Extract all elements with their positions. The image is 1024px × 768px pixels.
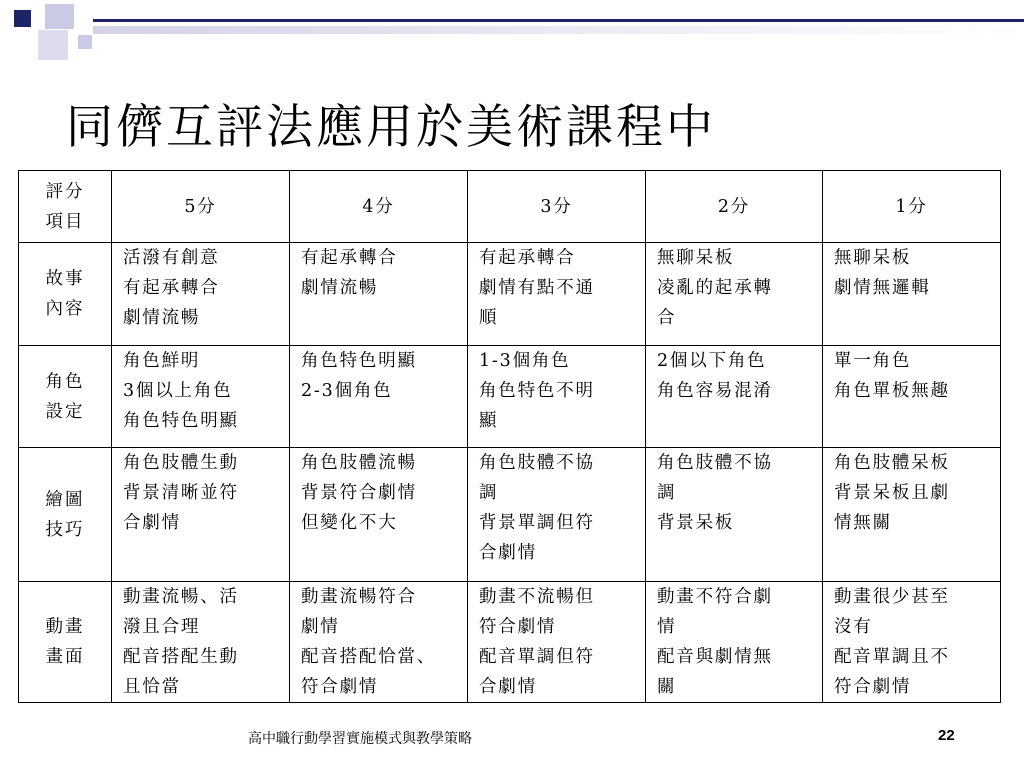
header-score-2: 2分 [646,171,823,243]
rubric-cell-line: 動畫流暢、活 [123,587,239,607]
row-label-cell [19,448,112,582]
header-rule [93,19,1024,22]
rubric-cell-score-2 [646,243,823,346]
rubric-cell-score-1 [823,448,1001,582]
rubric-cell-line: 角色肢體生動 [123,453,239,473]
rubric-row-animation-screen [19,582,1001,703]
rubric-cell-line: 2-3個角色 [301,381,393,401]
rubric-cell-line: 合劇情 [123,513,181,533]
rubric-cell-line: 背景符合劇情 [301,483,417,503]
rubric-cell-score-2 [646,448,823,582]
rubric-cell-line: 單一角色 [834,351,912,371]
row-label-line: 動畫 [45,617,85,637]
rubric-cell-line: 角色肢體流暢 [301,453,417,473]
rubric-cell-line: 潑且合理 [123,617,201,637]
rubric-cell-line: 角色單板無趣 [834,381,950,401]
rubric-cell-line: 背景清晰並符 [123,483,239,503]
rubric-cell-line: 無聊呆板 [657,248,735,268]
rubric-cell-score-3 [468,448,646,582]
row-label-line: 角色 [45,371,85,392]
rubric-cell-line: 2個以下角色 [657,351,767,371]
rubric-cell-line: 角色特色明顯 [301,351,417,371]
rubric-cell-line: 角色鮮明 [123,351,201,371]
row-label-line: 設定 [45,401,85,422]
row-label-cell [19,346,112,448]
rubric-cell-line: 動畫不符合劇 [657,587,773,607]
row-label-line: 技巧 [45,519,85,540]
corner-square-light [38,30,68,60]
corner-square-small [78,35,92,49]
rubric-cell-score-2 [646,346,823,448]
header-row [19,171,1001,243]
header-item-line: 評分 [45,181,85,202]
rubric-cell-line: 顯 [479,411,499,431]
rubric-cell-line: 配音搭配生動 [123,647,239,667]
rubric-cell-line: 情 [657,617,677,637]
row-label-cell [19,582,112,703]
rubric-cell-line: 符合劇情 [834,677,912,697]
rubric-cell-line: 符合劇情 [301,677,379,697]
rubric-cell-line: 劇情流暢 [301,278,379,298]
rubric-cell-line: 調 [479,483,499,503]
rubric-cell-line: 配音單調但符 [479,647,595,667]
row-label-line: 故事 [45,269,85,289]
rubric-cell-line: 劇情流暢 [123,308,201,328]
header-rule-fade [93,26,1024,34]
rubric-cell-line: 角色特色明顯 [123,411,239,431]
rubric-cell-line: 關 [657,677,677,697]
rubric-cell-score-3 [468,346,646,448]
header-item-line: 項目 [45,211,85,232]
rubric-cell-line: 但變化不大 [301,513,398,533]
footer-text: 高中職行動學習實施模式與教學策略 [248,730,472,746]
rubric-cell-line: 有起承轉合 [479,248,576,268]
rubric-cell-score-3 [468,582,646,703]
row-label-cell [19,243,112,346]
rubric-cell-line: 情無關 [834,513,892,533]
rubric-row-story-content [19,243,1001,346]
rubric-cell-score-4 [290,346,468,448]
rubric-cell-line: 劇情 [301,617,340,637]
rubric-cell-score-3 [468,243,646,346]
row-label-line: 繪圖 [45,489,85,510]
rubric-cell-line: 背景呆板 [657,513,735,533]
corner-square-navy [14,10,31,27]
rubric-row-drawing-technique [19,448,1001,582]
rubric-cell-line: 劇情有點不通 [479,278,595,298]
rubric-cell-score-5 [112,582,290,703]
rubric-cell-line: 且恰當 [123,677,181,697]
rubric-cell-line: 配音與劇情無 [657,647,773,667]
rubric-cell-line: 合劇情 [479,543,537,563]
header-score-3: 3分 [468,171,646,243]
header-score-4: 4分 [290,171,468,243]
rubric-cell-line: 活潑有創意 [123,248,220,268]
rubric-row-character-setting [19,346,1001,448]
rubric-cell-line: 劇情無邏輯 [834,278,931,298]
rubric-cell-line: 順 [479,308,499,328]
rubric-cell-line: 3個以上角色 [123,381,233,401]
rubric-cell-score-4 [290,243,468,346]
header-score-5: 5分 [112,171,290,243]
rubric-table [18,170,1001,703]
rubric-cell-score-1 [823,582,1001,703]
rubric-cell-line: 無聊呆板 [834,248,912,268]
rubric-cell-score-2 [646,582,823,703]
rubric-cell-line: 角色肢體不協 [657,453,773,473]
rubric-cell-line: 角色肢體呆板 [834,453,950,473]
rubric-cell-score-4 [290,448,468,582]
corner-square-lavender [45,4,74,29]
rubric-cell-score-1 [823,243,1001,346]
rubric-cell-line: 有起承轉合 [301,248,398,268]
rubric-cell-line: 沒有 [834,617,873,637]
rubric-cell-line: 動畫很少甚至 [834,587,950,607]
slide-title: 同儕互評法應用於美術課程中 [66,100,716,155]
rubric-cell-score-4 [290,582,468,703]
rubric-cell-line: 角色肢體不協 [479,453,595,473]
page-number: 22 [938,727,955,744]
header-score-1: 1分 [823,171,1001,243]
rubric-cell-score-5 [112,448,290,582]
rubric-cell-line: 凌亂的起承轉 [657,278,773,298]
rubric-cell-line: 背景呆板且劇 [834,483,950,503]
rubric-cell-line: 調 [657,483,677,503]
rubric-cell-score-1 [823,346,1001,448]
rubric-cell-line: 有起承轉合 [123,278,220,298]
rubric-cell-score-5 [112,346,290,448]
rubric-cell-line: 符合劇情 [479,617,557,637]
rubric-cell-line: 動畫流暢符合 [301,587,417,607]
rubric-cell-line: 1-3個角色 [479,351,571,371]
row-label-line: 畫面 [45,647,85,667]
rubric-cell-line: 配音搭配恰當、 [301,647,437,667]
rubric-cell-score-5 [112,243,290,346]
header-item-cell [19,171,112,243]
rubric-cell-line: 角色特色不明 [479,381,595,401]
rubric-cell-line: 角色容易混淆 [657,381,773,401]
row-label-line: 內容 [45,299,85,319]
rubric-cell-line: 背景單調但符 [479,513,595,533]
rubric-cell-line: 動畫不流暢但 [479,587,595,607]
rubric-cell-line: 合劇情 [479,677,537,697]
rubric-cell-line: 合 [657,308,677,328]
rubric-cell-line: 配音單調且不 [834,647,950,667]
